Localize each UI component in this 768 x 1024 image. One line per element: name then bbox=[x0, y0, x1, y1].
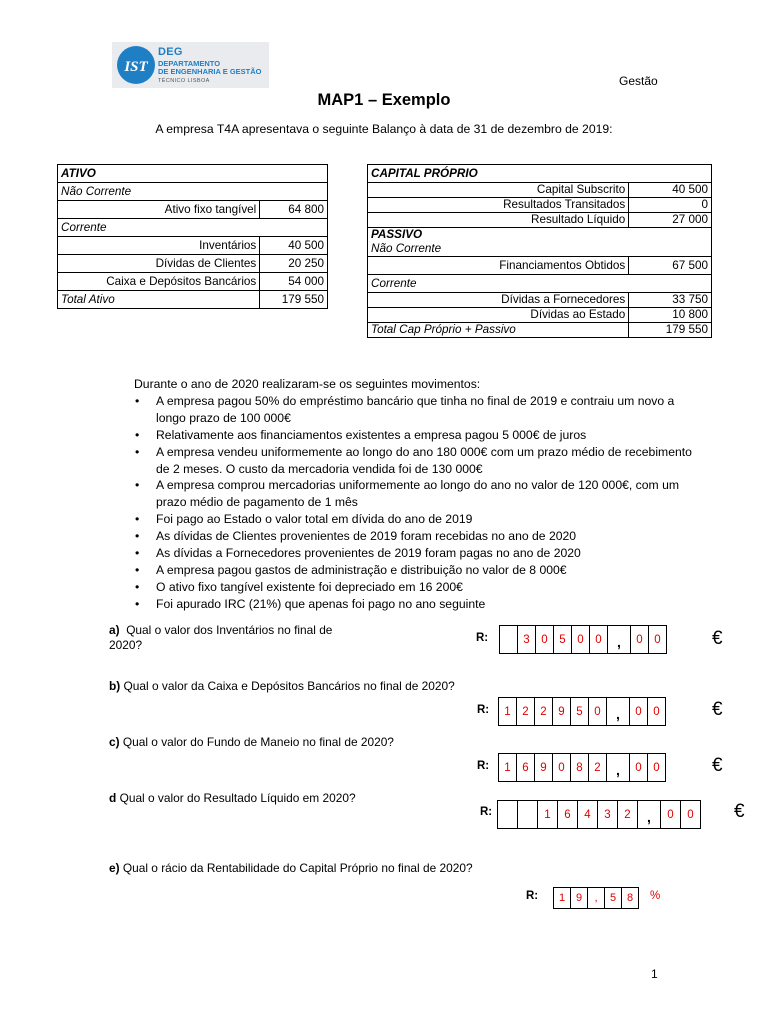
question-c-letter: c) bbox=[109, 735, 120, 749]
caixa-label: Caixa e Depósitos Bancários bbox=[58, 273, 260, 291]
ativo-corrente: Corrente bbox=[58, 219, 328, 237]
list-item bbox=[134, 477, 694, 511]
question-d-text: Qual o valor do Resultado Líquido em 2020? bbox=[119, 791, 356, 805]
capital-subscrito-label: Capital Subscrito bbox=[368, 183, 629, 198]
question-e bbox=[109, 861, 473, 876]
digit-cell[interactable]: 6 bbox=[558, 801, 578, 828]
bullet-icon: • bbox=[135, 546, 140, 561]
resultado-liquido-label: Resultado Líquido bbox=[368, 213, 629, 228]
financiamentos-label: Financiamentos Obtidos bbox=[368, 257, 629, 275]
bullet-icon: • bbox=[135, 444, 140, 459]
answer-a-label: R: bbox=[476, 632, 489, 644]
logo-department bbox=[158, 60, 261, 76]
digit-cell[interactable]: 2 bbox=[535, 698, 553, 725]
estado-label: Dívidas ao Estado bbox=[368, 308, 629, 323]
decimal-cell[interactable]: 0 bbox=[687, 808, 694, 821]
passivo-corrente: Corrente bbox=[368, 275, 712, 293]
digit-cell[interactable]: 5 bbox=[571, 698, 589, 725]
inventarios-value: 40 500 bbox=[260, 237, 328, 255]
logo-department-line1: DEPARTAMENTO bbox=[158, 59, 221, 68]
digit-cell[interactable]: 0 bbox=[572, 626, 590, 653]
digit-cell[interactable]: 3 bbox=[518, 626, 536, 653]
financiamentos-value: 67 500 bbox=[629, 257, 712, 275]
digit-cell[interactable] bbox=[498, 801, 518, 828]
total-ativo-value: 179 550 bbox=[260, 291, 328, 309]
caixa-value: 54 000 bbox=[260, 273, 328, 291]
intro-text: A empresa T4A apresentava o seguinte Balanço à data de 31 de dezembro de 2019: bbox=[155, 122, 613, 136]
inventarios-label: Inventários bbox=[58, 237, 260, 255]
ratio-cell[interactable]: , bbox=[588, 888, 605, 908]
digit-cell[interactable]: 0 bbox=[589, 698, 607, 725]
digit-cell[interactable]: 1 bbox=[499, 698, 517, 725]
list-item-text: As dívidas de Clientes provenientes de 2019 foram recebidas no ano de 2020 bbox=[156, 529, 577, 544]
digit-cell[interactable]: 8 bbox=[571, 754, 589, 781]
digit-cell[interactable]: 9 bbox=[535, 754, 553, 781]
deg-logo bbox=[112, 42, 269, 88]
digit-cell[interactable]: 0 bbox=[590, 626, 608, 653]
question-e-letter: e) bbox=[109, 861, 120, 875]
capital-passivo-table bbox=[367, 164, 712, 338]
digit-cell[interactable]: 3 bbox=[598, 801, 618, 828]
percent-icon: % bbox=[650, 890, 661, 902]
decimal-cell[interactable]: 0 bbox=[630, 754, 648, 781]
question-a-line2: 2020? bbox=[109, 638, 143, 652]
resultados-transitados-label: Resultados Transitados bbox=[368, 198, 629, 213]
logo-school: TÉCNICO LISBOA bbox=[158, 78, 210, 84]
list-item bbox=[134, 393, 694, 427]
question-b-text: Qual o valor da Caixa e Depósitos Bancários no final de 2020? bbox=[123, 679, 455, 693]
page-title: MAP1 – Exemplo bbox=[317, 91, 451, 109]
euro-icon: € bbox=[712, 628, 723, 649]
question-a-letter: a) bbox=[109, 623, 120, 637]
list-item-text: A empresa pagou 50% do empréstimo bancário que tinha no final de 2019 e contraiu um novo a longo prazo de 100 000€ bbox=[156, 393, 675, 425]
clientes-label: Dívidas de Clientes bbox=[58, 255, 260, 273]
estado-value: 10 800 bbox=[629, 308, 712, 323]
list-item bbox=[134, 562, 694, 579]
bullet-icon: • bbox=[135, 478, 140, 493]
passivo-heading: PASSIVO bbox=[368, 228, 712, 243]
answer-d-label: R: bbox=[480, 806, 493, 818]
question-a bbox=[109, 623, 369, 653]
answer-e-boxes bbox=[553, 887, 639, 909]
ist-logo-icon bbox=[116, 45, 156, 85]
list-item bbox=[134, 427, 694, 444]
list-item-text: O ativo fixo tangível existente foi depreciado em 16 200€ bbox=[156, 579, 463, 594]
logo-deg: DEG bbox=[158, 46, 183, 58]
bullet-icon: • bbox=[135, 529, 140, 544]
bullet-icon: • bbox=[135, 596, 140, 611]
capital-subscrito-value: 40 500 bbox=[629, 183, 712, 198]
bullet-icon: • bbox=[135, 393, 140, 408]
digit-cell[interactable] bbox=[518, 801, 538, 828]
digit-cell[interactable]: 9 bbox=[553, 698, 571, 725]
list-item-text: Relativamente aos financiamentos existentes a empresa pagou 5 000€ de juros bbox=[156, 427, 587, 442]
question-c bbox=[109, 735, 394, 750]
decimal-cell[interactable]: 0 bbox=[653, 761, 660, 774]
digit-cell[interactable]: 2 bbox=[618, 801, 638, 828]
list-item bbox=[134, 579, 694, 596]
euro-icon: € bbox=[712, 755, 723, 776]
total-ativo-label: Total Ativo bbox=[58, 291, 260, 309]
ratio-cell[interactable]: 9 bbox=[571, 888, 588, 908]
question-e-text: Qual o rácio da Rentabilidade do Capital Próprio no final de 2020? bbox=[122, 861, 473, 875]
decimal-cell[interactable]: 0 bbox=[653, 705, 660, 718]
resultado-liquido-value: 27 000 bbox=[629, 213, 712, 228]
bullet-icon: • bbox=[135, 579, 140, 594]
ativo-nao-corrente: Não Corrente bbox=[58, 183, 328, 201]
page-number: 1 bbox=[651, 967, 658, 981]
bullet-icon: • bbox=[135, 512, 140, 527]
total-cp-passivo-label: Total Cap Próprio + Passivo bbox=[368, 323, 629, 338]
answer-b-boxes bbox=[498, 697, 666, 726]
ativo-fixo-label: Ativo fixo tangível bbox=[58, 201, 260, 219]
question-d-letter: d bbox=[109, 791, 117, 805]
decimal-comma: , bbox=[607, 698, 630, 725]
answer-c-label: R: bbox=[477, 760, 490, 772]
list-item-text: A empresa pagou gastos de administração e distribuição no valor de 8 000€ bbox=[156, 562, 567, 577]
decimal-comma: , bbox=[608, 626, 631, 653]
list-item bbox=[134, 528, 694, 545]
ativo-table bbox=[57, 164, 328, 309]
list-item bbox=[134, 596, 694, 613]
question-d bbox=[109, 791, 356, 806]
decimal-cell[interactable]: 0 bbox=[654, 633, 661, 646]
digit-cell[interactable]: 5 bbox=[554, 626, 572, 653]
digit-cell[interactable]: 1 bbox=[499, 754, 517, 781]
movements-list bbox=[134, 393, 694, 613]
question-c-text: Qual o valor do Fundo de Maneio no final de 2020? bbox=[122, 735, 394, 749]
digit-cell[interactable]: 2 bbox=[517, 698, 535, 725]
course-name: Gestão bbox=[619, 74, 658, 88]
answer-e-label: R: bbox=[526, 890, 539, 902]
total-cp-passivo-value: 179 550 bbox=[629, 323, 712, 338]
movements-intro: Durante o ano de 2020 realizaram-se os seguintes movimentos: bbox=[134, 377, 481, 391]
list-item-text: A empresa comprou mercadorias uniformemente ao longo do ano no valor de 120 000€, com um prazo médio de pagamento de 1 mês bbox=[156, 478, 680, 510]
question-b bbox=[109, 679, 455, 694]
answer-a-boxes bbox=[499, 625, 667, 654]
list-item-text: Foi pago ao Estado o valor total em dívida do ano de 2019 bbox=[156, 512, 473, 527]
digit-cell[interactable]: 0 bbox=[536, 626, 554, 653]
digit-cell[interactable]: 4 bbox=[578, 801, 598, 828]
logo-department-line2: DE ENGENHARIA E GESTÃO bbox=[158, 67, 262, 76]
decimal-cell[interactable]: 0 bbox=[630, 698, 648, 725]
digit-cell[interactable]: 0 bbox=[553, 754, 571, 781]
question-b-letter: b) bbox=[109, 679, 121, 693]
list-item bbox=[134, 511, 694, 528]
clientes-value: 20 250 bbox=[260, 255, 328, 273]
resultados-transitados-value: 0 bbox=[629, 198, 712, 213]
decimal-cell[interactable]: 0 bbox=[661, 801, 681, 828]
digit-cell[interactable]: 2 bbox=[589, 754, 607, 781]
list-item bbox=[134, 444, 694, 478]
question-a-line1: Qual o valor dos Inventários no final de bbox=[126, 623, 333, 637]
bullet-icon: • bbox=[135, 427, 140, 442]
movements-section bbox=[134, 376, 694, 613]
ratio-cell[interactable]: 5 bbox=[605, 888, 622, 908]
digit-cell[interactable]: 1 bbox=[538, 801, 558, 828]
ativo-fixo-value: 64 800 bbox=[260, 201, 328, 219]
passivo-nao-corrente: Não Corrente bbox=[368, 242, 712, 257]
list-item-text: As dívidas a Fornecedores provenientes de 2019 foram pagas no ano de 2020 bbox=[156, 546, 581, 561]
euro-icon: € bbox=[712, 699, 723, 720]
list-item bbox=[134, 545, 694, 562]
answer-b-label: R: bbox=[477, 704, 490, 716]
digit-cell[interactable]: 6 bbox=[517, 754, 535, 781]
ratio-cell[interactable]: 8 bbox=[626, 892, 634, 904]
list-item-text: Foi apurado IRC (21%) que apenas foi pago no ano seguinte bbox=[156, 596, 486, 611]
decimal-cell[interactable]: 0 bbox=[631, 626, 649, 653]
fornecedores-label: Dívidas a Fornecedores bbox=[368, 293, 629, 308]
ist-logo-text: IST bbox=[124, 59, 148, 75]
ativo-heading: ATIVO bbox=[58, 165, 328, 183]
answer-d-boxes bbox=[497, 800, 701, 829]
digit-cell[interactable] bbox=[500, 626, 518, 653]
bullet-icon: • bbox=[135, 562, 140, 577]
decimal-comma: , bbox=[607, 754, 630, 781]
decimal-comma: , bbox=[638, 801, 661, 828]
fornecedores-value: 33 750 bbox=[629, 293, 712, 308]
ratio-cell[interactable]: 1 bbox=[554, 888, 571, 908]
answer-c-boxes bbox=[498, 753, 666, 782]
euro-icon: € bbox=[734, 801, 745, 822]
list-item-text: A empresa vendeu uniformemente ao longo do ano 180 000€ com um prazo médio de recebimento de 2 meses. O custo da mercadoria vendida foi de 130 000€ bbox=[156, 444, 692, 476]
capital-heading: CAPITAL PRÓPRIO bbox=[368, 165, 712, 183]
